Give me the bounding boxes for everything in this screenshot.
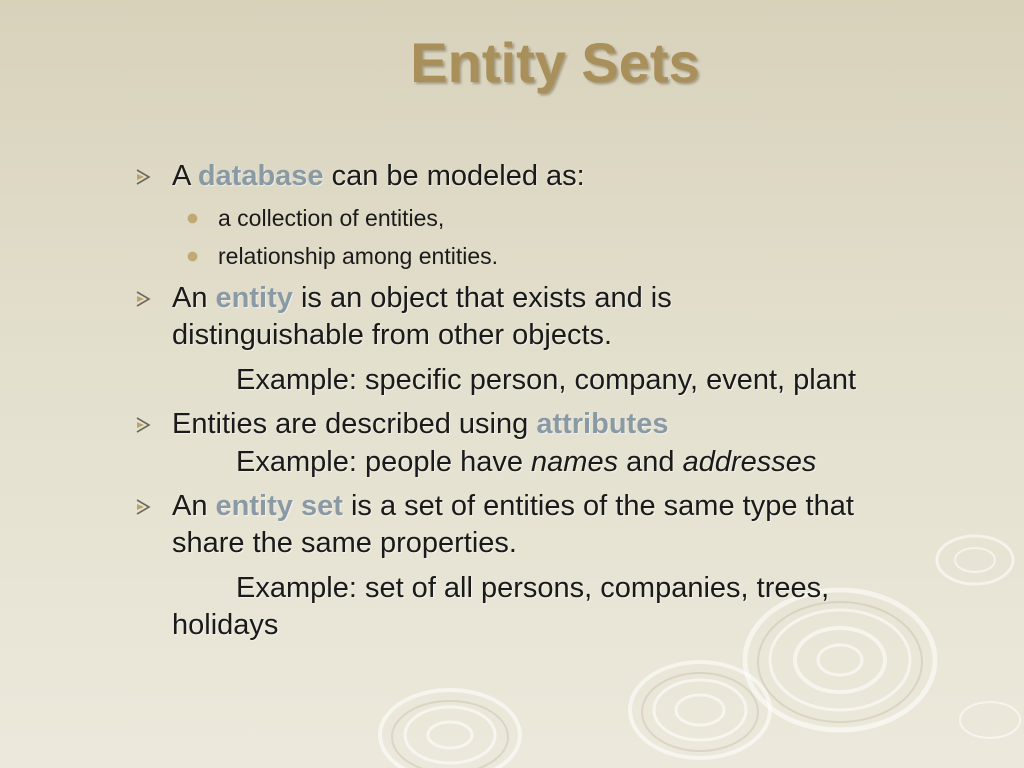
example-attributes (236, 444, 816, 481)
bullet-text: An (172, 282, 208, 314)
term-entity: entity (215, 282, 293, 314)
example-addresses: addresses (682, 446, 817, 478)
bullet-text: An (172, 490, 208, 522)
bullet-text-line2: distinguishable from other objects. (172, 319, 613, 351)
example-names: names (531, 446, 619, 478)
bullet-attributes (172, 406, 982, 443)
bullet-entity (172, 280, 982, 354)
example-text: and (626, 446, 675, 478)
sub-bullet-2 (218, 241, 498, 271)
term-database: database (197, 160, 324, 192)
arrow-bullet-icon (134, 416, 152, 434)
sub-bullet-text: a collection of entities, (218, 205, 445, 231)
arrow-bullet-icon (134, 290, 152, 308)
slide-title: Entity Sets (410, 31, 700, 94)
bullet-entity-set (172, 488, 982, 562)
example-entity-set-tail: holidays (172, 609, 279, 641)
bullet-text: can be modeled as: (331, 160, 585, 192)
bullet-text-line2: share the same properties. (172, 527, 517, 559)
round-dot-icon (188, 252, 197, 261)
example-text: Example: people have (236, 446, 523, 478)
round-dot-icon (188, 214, 197, 223)
bullet-text: A (172, 160, 190, 192)
term-entity-set: entity set (215, 490, 343, 522)
example-entity-set: Example: set of all persons, companies, trees, (236, 572, 830, 604)
term-attributes: attributes (536, 408, 669, 440)
bullet-text: is a set of entities of the same type that (350, 490, 854, 522)
bullet-text: is an object that exists and is (300, 282, 672, 314)
bullet-database (172, 158, 982, 195)
arrow-bullet-icon (134, 498, 152, 516)
arrow-bullet-icon (134, 168, 152, 186)
bullet-text: Entities are described using (172, 408, 529, 440)
sub-bullet-text: relationship among entities. (218, 243, 498, 269)
example-entity: Example: specific person, company, event, plant (236, 364, 857, 396)
sub-bullet-1 (218, 203, 444, 233)
